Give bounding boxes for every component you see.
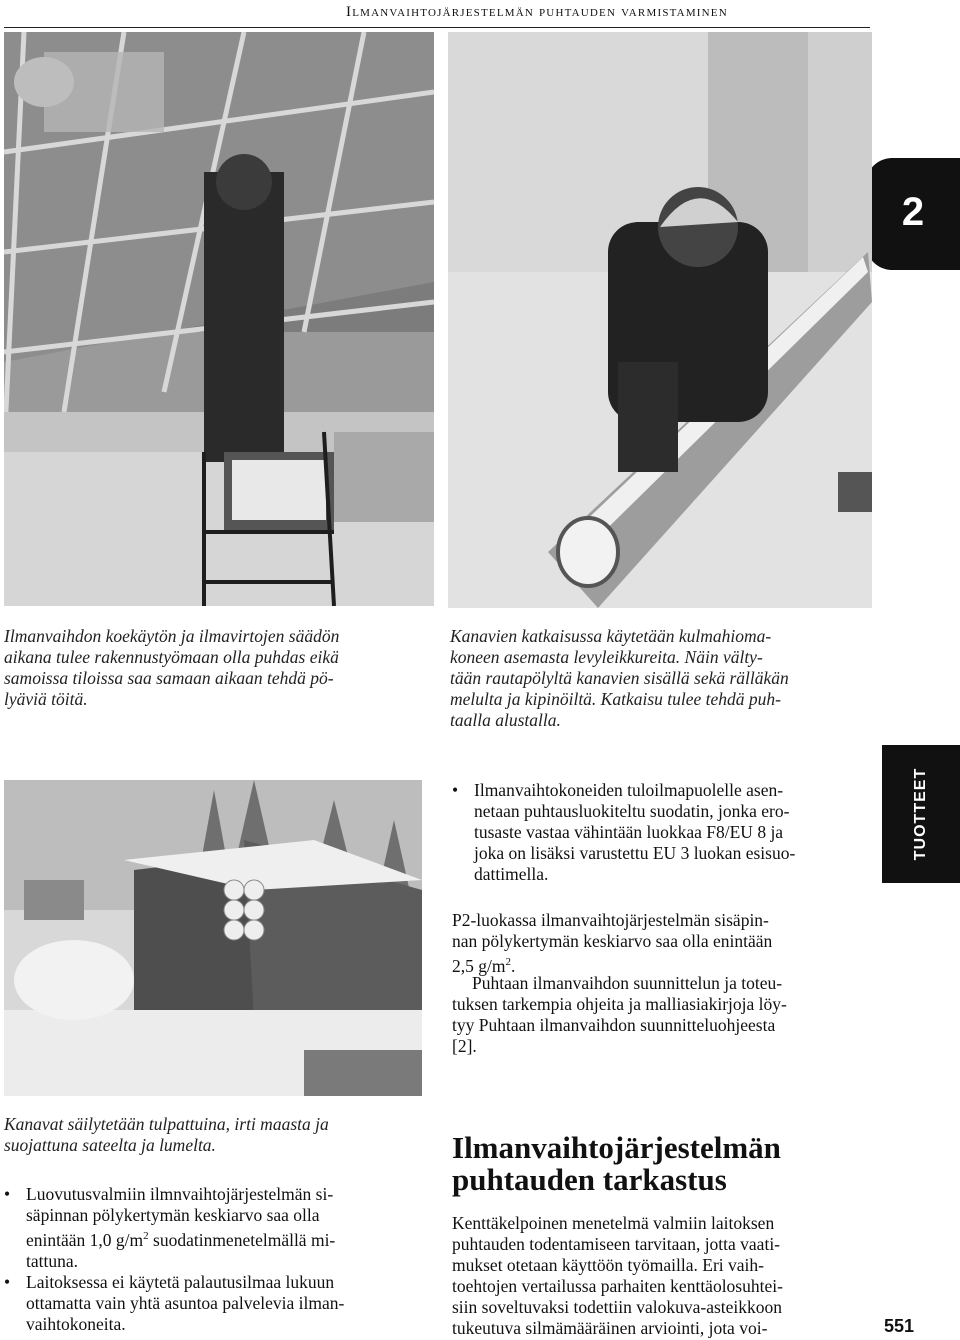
heading-line: puhtauden tarkastus <box>452 1162 727 1197</box>
caption-line: suojattuna sateelta ja lumelta. <box>4 1135 216 1155</box>
chapter-number: 2 <box>901 190 925 234</box>
side-tab-label <box>882 745 960 883</box>
paragraph-inspection-method <box>452 1213 783 1339</box>
paragraph-line: nan pölykertymän keskiarvo saa olla enintään <box>452 931 773 951</box>
caption-line: Kanavien katkaisussa käytetään kulmahioma- <box>450 626 772 646</box>
paragraph-line: puhtauden todentamiseen tarvitaan, jotta vaati- <box>452 1234 781 1254</box>
paragraph-line: [2]. <box>452 1036 477 1056</box>
caption-line: Ilmanvaihdon koekäytön ja ilmavirtojen säädön <box>4 626 340 646</box>
bullet-dot: • <box>452 780 459 800</box>
bullet-item-dust-limit <box>4 1184 424 1272</box>
bullet-line: netaan puhtausluokiteltu suodatin, jonka ero- <box>474 801 790 821</box>
text-run: enintään 1,0 g/m <box>26 1229 144 1250</box>
paragraph-line: siin soveltuvaksi todettiin valokuva-asteikkoon <box>452 1297 783 1317</box>
bullet-line: Ilmanvaihtokoneiden tuloilmapuolelle asen- <box>474 780 784 800</box>
caption-line: taalla alustalla. <box>450 710 561 730</box>
bullet-line: tusaste vastaa vähintään luokkaa F8/EU 8 ja <box>474 822 784 842</box>
heading-line: Ilmanvaihtojärjestelmän <box>452 1130 781 1165</box>
photo-ceiling-installation <box>4 32 434 606</box>
bullet-list-requirements <box>4 1184 424 1335</box>
bullet-item <box>452 780 872 885</box>
paragraph-guidance <box>452 973 787 1057</box>
paragraph-line: toehtojen vertailussa parhaiten kenttäolosuhtei- <box>452 1276 783 1296</box>
header-rule <box>4 27 870 28</box>
page-number: 551 <box>884 1316 915 1336</box>
paragraph-line: P2-luokassa ilmanvaihtojärjestelmän sisäpin- <box>452 910 769 930</box>
caption-line: aikana tulee rakennustyömaan olla puhdas eikä <box>4 647 339 667</box>
caption-line: samoissa tiloissa saa samaan aikaan tehdä pö- <box>4 668 334 688</box>
text-run: suodatinmenetelmällä mi- <box>148 1229 336 1250</box>
bullet-dot: • <box>4 1271 11 1292</box>
caption-line: tään rautapölyltä kanavien sisällä sekä rälläkän <box>450 668 789 688</box>
bullet-line: Luovutusvalmiin ilmnvaihtojärjestelmän si- <box>26 1184 334 1204</box>
caption-line: koneen asemasta levyleikkureita. Näin välty- <box>450 647 763 667</box>
superscript: 2 <box>505 956 511 968</box>
paragraph-line: tuksen tarkempia ohjeita ja malliasiakirjoja löy- <box>452 994 787 1014</box>
paragraph-line: Puhtaan ilmanvaihdon suunnittelun ja toteu- <box>472 973 783 993</box>
bullet-line: joka on lisäksi varustettu EU 3 luokan esisuo- <box>474 843 796 863</box>
bullet-dot: • <box>4 1184 11 1204</box>
caption-storage-photo <box>4 1114 329 1156</box>
superscript: 2 <box>143 1230 149 1242</box>
caption-line: lyäviä töitä. <box>4 689 88 709</box>
bullet-line: Laitoksessa ei käytetä palautusilmaa lukuun <box>26 1271 335 1292</box>
dust-limit-value: 2,5 g/m <box>452 955 506 976</box>
photo-duct-cutting <box>448 32 872 608</box>
paragraph-line: tyy Puhtaan ilmanvaihdon suunnitteluohjeesta <box>452 1015 776 1035</box>
bullet-item-return-air <box>4 1272 424 1335</box>
side-tab-text: TUOTTEET <box>912 767 929 861</box>
caption-line: melulta ja kipinöiltä. Katkaisu tulee tehdä puh- <box>450 689 781 709</box>
bullet-line: säpinnan pölykertymän keskiarvo saa olla <box>26 1205 320 1225</box>
bullet-line: vaihtokoneita. <box>26 1313 126 1334</box>
caption-ceiling-photo <box>4 626 339 710</box>
running-header: Ilmanvaihtojärjestelmän puhtauden varmistaminen <box>346 4 728 20</box>
bullet-line: dattimella. <box>474 864 549 884</box>
section-heading <box>452 1132 781 1196</box>
bullet-line <box>26 1226 424 1251</box>
paragraph-line: Kenttäkelpoinen menetelmä valmiin laitoksen <box>452 1213 775 1233</box>
caption-line: Kanavat säilytetään tulpattuina, irti maasta ja <box>4 1114 329 1134</box>
bullet-filter-requirement <box>452 780 872 885</box>
period: . <box>510 955 516 976</box>
bullet-line: tattuna. <box>26 1250 78 1271</box>
paragraph-p2-class <box>452 910 772 977</box>
caption-duct-photo <box>450 626 789 731</box>
paragraph-line: tukeutuva silmämääräinen arviointi, jota voi- <box>452 1318 768 1338</box>
paragraph-line: mukset otetaan käyttöön työmailla. Eri vaih- <box>452 1255 765 1275</box>
bullet-line: ottamatta vain yhtä asuntoa palvelevia ilman- <box>26 1292 345 1313</box>
photo-duct-storage-snow <box>4 780 422 1096</box>
